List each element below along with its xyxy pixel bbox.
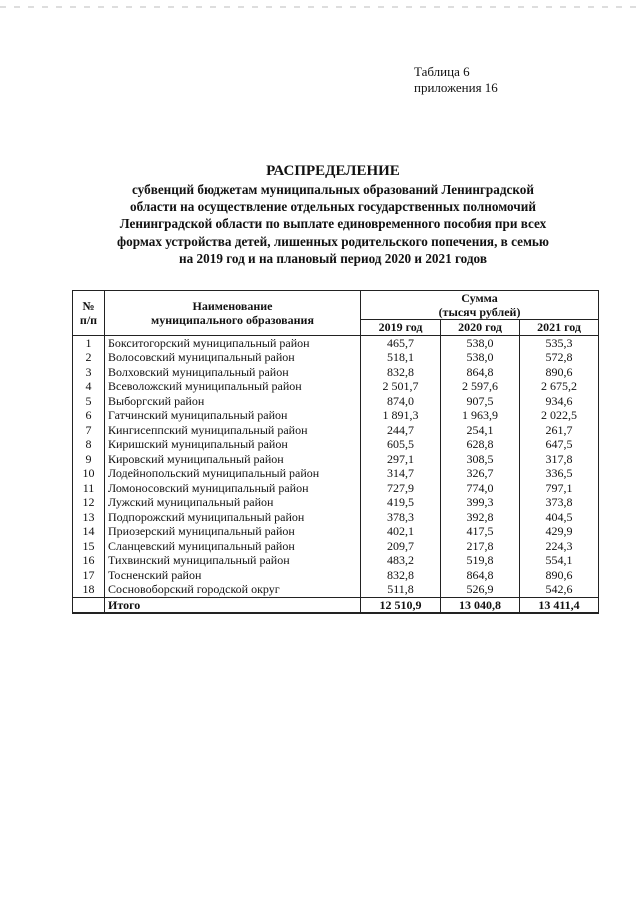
table-row: [73, 568, 599, 583]
value-2021: 535,3: [520, 335, 599, 350]
municipality-name: Бокситогорский муниципальный район: [105, 335, 361, 350]
value-2020: 907,5: [441, 394, 520, 409]
row-number: 17: [73, 568, 105, 583]
row-number: 16: [73, 553, 105, 568]
municipality-name: Сланцевский муниципальный район: [105, 539, 361, 554]
municipality-name: Выборгский район: [105, 394, 361, 409]
row-number: 4: [73, 379, 105, 394]
title-line: области на осуществление отдельных государственных полномочий: [130, 199, 536, 215]
distribution-table: [72, 290, 599, 614]
row-number: 14: [73, 524, 105, 539]
header-year-2021: 2021 год: [520, 320, 599, 336]
table-row: [73, 539, 599, 554]
table-row: [73, 365, 599, 380]
row-number: 1: [73, 335, 105, 350]
reference-appendix-number: приложения 16: [414, 80, 498, 95]
title-line: формах устройства детей, лишенных родительского попечения, в семью: [117, 233, 549, 249]
table-row: [73, 408, 599, 423]
value-2020: 399,3: [441, 495, 520, 510]
value-2020: 774,0: [441, 481, 520, 496]
municipality-name: Ломоносовский муниципальный район: [105, 481, 361, 496]
table-reference: [414, 64, 498, 96]
value-2019: 209,7: [361, 539, 441, 554]
municipality-name: Сосновоборский городской округ: [105, 582, 361, 597]
value-2021: 554,1: [520, 553, 599, 568]
table-row: [73, 510, 599, 525]
title-line: субвенций бюджетам муниципальных образований Ленинградской: [132, 182, 534, 197]
value-2021: 647,5: [520, 437, 599, 452]
table-row: [73, 466, 599, 481]
value-2019: 511,8: [361, 582, 441, 597]
value-2021: 572,8: [520, 350, 599, 365]
municipality-name: Приозерский муниципальный район: [105, 524, 361, 539]
municipality-name: Киришский муниципальный район: [105, 437, 361, 452]
header-sum-line1: Сумма: [461, 291, 498, 305]
value-2019: 727,9: [361, 481, 441, 496]
table-body: [73, 335, 599, 597]
municipality-name: Лужский муниципальный район: [105, 495, 361, 510]
municipality-name: Кингисеппский муниципальный район: [105, 423, 361, 438]
value-2020: 254,1: [441, 423, 520, 438]
value-2019: 297,1: [361, 452, 441, 467]
value-2019: 419,5: [361, 495, 441, 510]
table-row: [73, 452, 599, 467]
municipality-name: Гатчинский муниципальный район: [105, 408, 361, 423]
municipality-name: Подпорожский муниципальный район: [105, 510, 361, 525]
row-number: 11: [73, 481, 105, 496]
value-2021: 404,5: [520, 510, 599, 525]
municipality-name: Волосовский муниципальный район: [105, 350, 361, 365]
value-2020: 864,8: [441, 365, 520, 380]
value-2021: 2 022,5: [520, 408, 599, 423]
value-2020: 1 963,9: [441, 408, 520, 423]
total-2021: 13 411,4: [520, 597, 599, 613]
total-num-cell: [73, 597, 105, 613]
row-number: 2: [73, 350, 105, 365]
title-line: Ленинградской области по выплате единовременного пособия при всех: [119, 216, 547, 232]
value-2021: 429,9: [520, 524, 599, 539]
value-2019: 874,0: [361, 394, 441, 409]
row-number: 12: [73, 495, 105, 510]
municipality-name: Волховский муниципальный район: [105, 365, 361, 380]
value-2020: 2 597,6: [441, 379, 520, 394]
value-2019: 832,8: [361, 365, 441, 380]
value-2019: 483,2: [361, 553, 441, 568]
header-year-2020: 2020 год: [441, 320, 520, 336]
table-row: [73, 495, 599, 510]
table-row: [73, 553, 599, 568]
document-title: [92, 162, 574, 267]
row-number: 15: [73, 539, 105, 554]
header-sum: [361, 291, 599, 320]
value-2020: 864,8: [441, 568, 520, 583]
value-2021: 2 675,2: [520, 379, 599, 394]
row-number: 8: [73, 437, 105, 452]
row-number: 9: [73, 452, 105, 467]
value-2019: 314,7: [361, 466, 441, 481]
total-label: Итого: [105, 597, 361, 613]
total-2020: 13 040,8: [441, 597, 520, 613]
table-row: [73, 524, 599, 539]
value-2021: 934,6: [520, 394, 599, 409]
municipality-name: Кировский муниципальный район: [105, 452, 361, 467]
title-heading: РАСПРЕДЕЛЕНИЕ: [266, 163, 400, 179]
scan-artifact: [0, 6, 640, 8]
row-number: 6: [73, 408, 105, 423]
value-2019: 2 501,7: [361, 379, 441, 394]
row-number: 18: [73, 582, 105, 597]
value-2020: 628,8: [441, 437, 520, 452]
table-row: [73, 582, 599, 597]
total-2019: 12 510,9: [361, 597, 441, 613]
row-number: 13: [73, 510, 105, 525]
value-2019: 378,3: [361, 510, 441, 525]
value-2019: 832,8: [361, 568, 441, 583]
table-row: [73, 423, 599, 438]
value-2021: 336,5: [520, 466, 599, 481]
title-line: на 2019 год и на плановый период 2020 и 2021 годов: [179, 250, 487, 266]
value-2019: 1 891,3: [361, 408, 441, 423]
header-name-line2: муниципального образования: [151, 312, 314, 327]
value-2019: 518,1: [361, 350, 441, 365]
header-row-number: [73, 291, 105, 336]
header-num-abbrev: п/п: [79, 312, 98, 327]
municipality-name: Лодейнопольский муниципальный район: [105, 466, 361, 481]
value-2021: 373,8: [520, 495, 599, 510]
value-2019: 402,1: [361, 524, 441, 539]
value-2020: 308,5: [441, 452, 520, 467]
header-sum-line2: (тысяч рублей): [438, 305, 521, 319]
value-2020: 538,0: [441, 350, 520, 365]
row-number: 7: [73, 423, 105, 438]
value-2021: 224,3: [520, 539, 599, 554]
table-row: [73, 335, 599, 350]
value-2021: 797,1: [520, 481, 599, 496]
value-2019: 244,7: [361, 423, 441, 438]
municipality-name: Всеволожский муниципальный район: [105, 379, 361, 394]
table-row: [73, 350, 599, 365]
table-row: [73, 481, 599, 496]
value-2021: 261,7: [520, 423, 599, 438]
header-year-2019: 2019 год: [361, 320, 441, 336]
value-2021: 542,6: [520, 582, 599, 597]
row-number: 10: [73, 466, 105, 481]
value-2019: 605,5: [361, 437, 441, 452]
header-municipality: [105, 291, 361, 336]
reference-table-number: Таблица 6: [414, 64, 470, 79]
table-row: [73, 394, 599, 409]
value-2021: 890,6: [520, 568, 599, 583]
header-name-line1: Наименование: [192, 298, 273, 313]
row-number: 5: [73, 394, 105, 409]
value-2020: 326,7: [441, 466, 520, 481]
municipality-name: Тосненский район: [105, 568, 361, 583]
table-row: [73, 437, 599, 452]
value-2020: 217,8: [441, 539, 520, 554]
value-2020: 538,0: [441, 335, 520, 350]
value-2020: 519,8: [441, 553, 520, 568]
value-2020: 417,5: [441, 524, 520, 539]
row-number: 3: [73, 365, 105, 380]
table-row: [73, 379, 599, 394]
value-2021: 890,6: [520, 365, 599, 380]
value-2021: 317,8: [520, 452, 599, 467]
value-2020: 526,9: [441, 582, 520, 597]
municipality-name: Тихвинский муниципальный район: [105, 553, 361, 568]
total-row: [73, 597, 599, 613]
value-2019: 465,7: [361, 335, 441, 350]
header-num-symbol: №: [82, 298, 95, 313]
value-2020: 392,8: [441, 510, 520, 525]
